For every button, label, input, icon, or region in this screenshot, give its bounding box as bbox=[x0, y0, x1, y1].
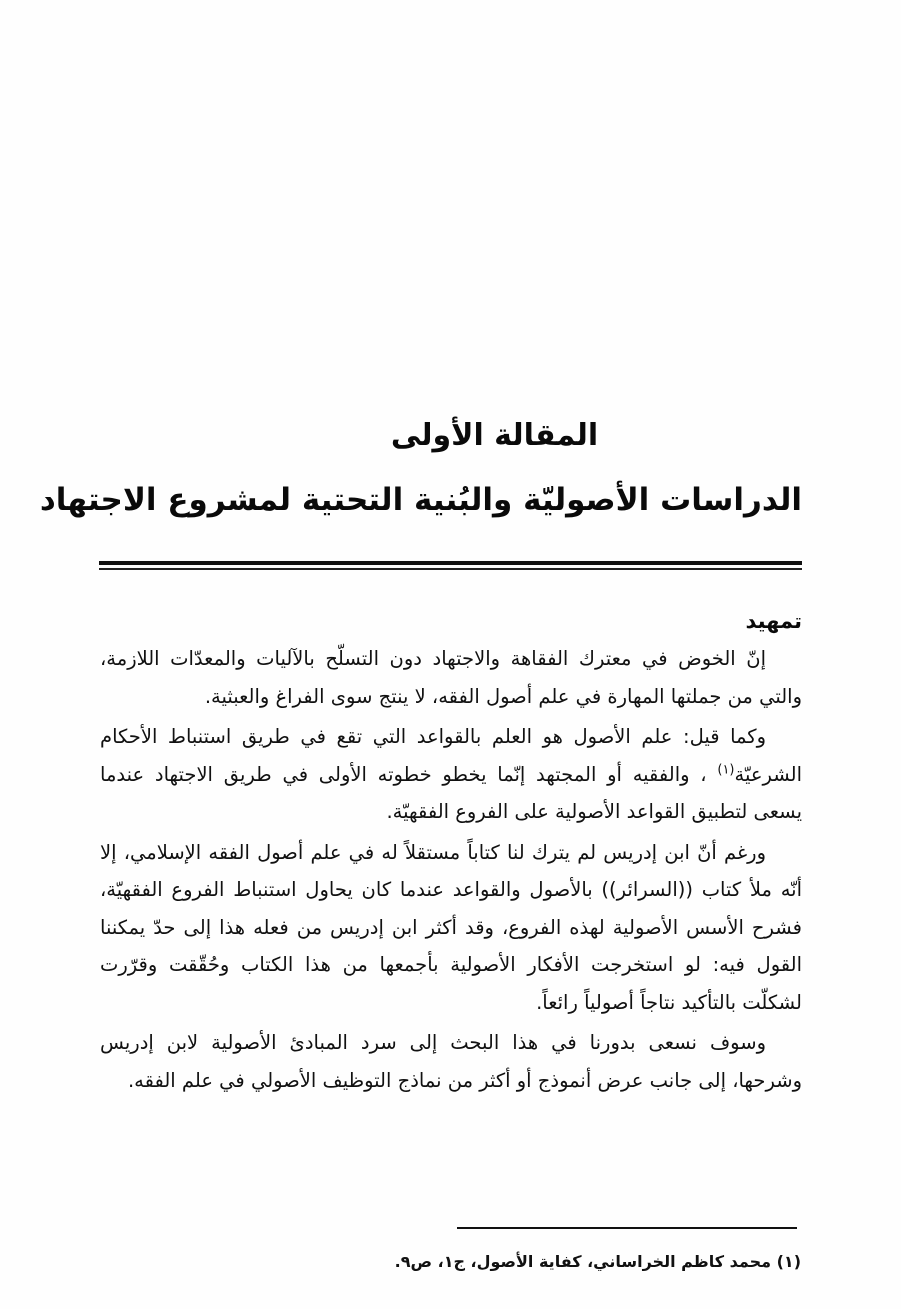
paragraph-2 bbox=[100, 718, 802, 831]
footnote-reference[interactable]: (١) bbox=[717, 762, 735, 777]
paragraph-1: إنّ الخوض في معترك الفقاهة والاجتهاد دون التسلّح بالآليات والمعدّات اللازمة، والتي من جملتها المهارة في علم أصول الفقه، لا ينتج سوى الفراغ والعبثية. bbox=[100, 647, 802, 708]
footnote-1: (١) محمد كاظم الخراساني، كفاية الأصول، ج١، ص٩. bbox=[394, 1252, 801, 1271]
paragraph-2-part-2: ، والفقيه أو المجتهد إنّما يخطو خطوته الأولى في طريق الاجتهاد عندما يسعى لتطبيق القواعد الأصولية على الفروع الفقهيّة. bbox=[100, 762, 802, 823]
title-divider-thick bbox=[99, 561, 802, 565]
chapter-title: الدراسات الأصوليّة والبُنية التحتية لمشروع الاجتهاد bbox=[39, 482, 802, 518]
paragraph-3: ورغم أنّ ابن إدريس لم يترك لنا كتاباً مستقلاً له في علم أصول الفقه الإسلامي، إلا أنّه ملأ كتاب ((السرائر)) بالأصول والقواعد عندما كان يحاول استنباط الفروع الفقهيّة، فشرح الأسس الأصولية لهذه الفروع، وقد أكثر ابن إدريس من فعله هذا إلى حدّ يمكننا القول فيه: لو استخرجت الأفكار الأصولية بأجمعها من هذا الكتاب وحُقّقت وقرّرت لشكلّت بالتأكيد نتاجاً أصولياً رائعاً. bbox=[100, 840, 802, 1014]
chapter-label: المقالة الأولى bbox=[390, 418, 599, 453]
paragraph-2-part-1: وكما قيل: علم الأصول هو العلم بالقواعد التي تقع في طريق استنباط الأحكام الشرعيّة bbox=[100, 725, 802, 786]
body-text bbox=[100, 603, 802, 1102]
title-divider-thin bbox=[99, 568, 802, 570]
paragraph-4: وسوف نسعى بدورنا في هذا البحث إلى سرد المبادئ الأصولية لابن إدريس وشرحها، إلى جانب عرض أنموذج أو أكثر من نماذج التوظيف الأصولي في علم الفقه. bbox=[100, 1031, 802, 1092]
section-heading: تمهيد bbox=[745, 609, 802, 633]
footnote-divider bbox=[457, 1227, 797, 1229]
